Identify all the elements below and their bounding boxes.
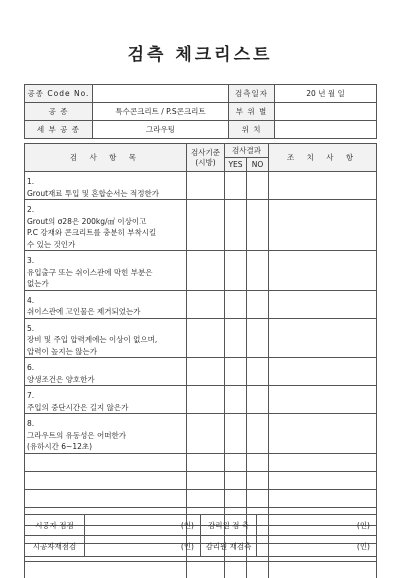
supervisor-check-seal[interactable]: (인) xyxy=(257,515,377,536)
action-cell[interactable] xyxy=(269,200,377,251)
yes-header: YES xyxy=(225,158,247,172)
sub-work-type-field[interactable]: 그라우팅 xyxy=(93,121,229,139)
action-cell[interactable] xyxy=(269,172,377,200)
yes-cell[interactable] xyxy=(225,358,247,386)
table-row xyxy=(25,172,377,200)
table-row xyxy=(25,561,377,578)
criteria-cell[interactable] xyxy=(187,386,225,414)
table-row xyxy=(25,489,377,507)
work-type-label: 공 종 xyxy=(25,103,93,121)
yes-cell[interactable] xyxy=(225,251,247,291)
no-header: NO xyxy=(247,158,269,172)
criteria-cell[interactable] xyxy=(187,251,225,291)
sub-work-type-label: 세 부 공 종 xyxy=(25,121,93,139)
action-header: 조 치 사 항 xyxy=(269,144,377,172)
criteria-cell[interactable] xyxy=(187,318,225,358)
no-cell[interactable] xyxy=(247,386,269,414)
yes-cell[interactable] xyxy=(225,318,247,358)
no-cell[interactable] xyxy=(247,290,269,318)
check-item: 6.양생조건은 양호한가 xyxy=(25,358,187,386)
page-title: 검측 체크리스트 xyxy=(127,45,273,65)
criteria-cell[interactable] xyxy=(187,414,225,454)
check-item: 2.Grout의 σ28은 200kg/㎠ 이상이고 P.C 강재와 콘크리트를 충분히 부착시킬 수 있는 것인가 xyxy=(25,200,187,251)
table-row xyxy=(25,200,377,251)
check-item: 4.쉬이스관에 고인물은 제거되었는가 xyxy=(25,290,187,318)
location-field[interactable] xyxy=(275,121,377,139)
action-cell[interactable] xyxy=(269,290,377,318)
inspection-date-field[interactable]: 20 년 월 일 xyxy=(275,85,377,103)
action-cell[interactable] xyxy=(269,386,377,414)
table-row xyxy=(25,386,377,414)
table-row xyxy=(25,251,377,291)
location-label: 위 치 xyxy=(229,121,275,139)
no-cell[interactable] xyxy=(247,358,269,386)
work-type-field[interactable]: 특수콘크리트 / P.S콘크리트 xyxy=(93,103,229,121)
yes-cell[interactable] xyxy=(225,200,247,251)
criteria-cell[interactable] xyxy=(187,200,225,251)
table-row xyxy=(25,290,377,318)
no-cell[interactable] xyxy=(247,172,269,200)
header-table xyxy=(24,84,377,139)
action-cell[interactable] xyxy=(269,251,377,291)
check-item: 3.유입출구 또는 쉬이스관에 막힌 부분은 없는가 xyxy=(25,251,187,291)
no-cell[interactable] xyxy=(247,318,269,358)
no-cell[interactable] xyxy=(247,200,269,251)
contractor-check-seal[interactable]: (인) xyxy=(85,515,201,536)
check-item: 7.주입의 중단시간은 길지 않은가 xyxy=(25,386,187,414)
part-label: 부 위 별 xyxy=(229,103,275,121)
supervisor-recheck-seal[interactable]: (인) xyxy=(257,536,377,557)
check-item: 1.Grout재료 투입 및 혼합순서는 적정한가 xyxy=(25,172,187,200)
table-row xyxy=(25,471,377,489)
table-row xyxy=(25,414,377,454)
result-header: 검사결과 xyxy=(225,144,269,158)
criteria-cell[interactable] xyxy=(187,290,225,318)
table-row xyxy=(25,358,377,386)
yes-cell[interactable] xyxy=(225,172,247,200)
no-cell[interactable] xyxy=(247,414,269,454)
yes-cell[interactable] xyxy=(225,290,247,318)
items-header: 검 사 항 목 xyxy=(25,144,187,172)
criteria-cell[interactable] xyxy=(187,358,225,386)
check-item: 5.장비 및 주입 압력계에는 이상이 없으며, 압력이 높지는 않는가 xyxy=(25,318,187,358)
action-cell[interactable] xyxy=(269,358,377,386)
no-cell[interactable] xyxy=(247,251,269,291)
action-cell[interactable] xyxy=(269,414,377,454)
yes-cell[interactable] xyxy=(225,414,247,454)
work-type-code-field[interactable] xyxy=(93,85,229,103)
check-item: 8.그라우트의 유동성은 어떠한가 (유하시간 6~12초) xyxy=(25,414,187,454)
contractor-recheck-label: 시공자재점검 xyxy=(25,536,85,557)
contractor-recheck-seal[interactable]: (인) xyxy=(85,536,201,557)
yes-cell[interactable] xyxy=(225,386,247,414)
supervisor-check-label: 감리원 검 측 xyxy=(201,515,257,536)
supervisor-recheck-label: 감리원 재검측 xyxy=(201,536,257,557)
part-field[interactable] xyxy=(275,103,377,121)
work-type-code-label: 공종 Code No. xyxy=(25,85,93,103)
signature-table xyxy=(24,514,377,557)
contractor-check-label: 시공자 점검 xyxy=(25,515,85,536)
criteria-header: 검사기준 (시방) xyxy=(187,144,225,172)
checklist-table xyxy=(24,143,377,578)
action-cell[interactable] xyxy=(269,318,377,358)
table-row xyxy=(25,453,377,471)
table-row xyxy=(25,318,377,358)
inspection-date-label: 검측일자 xyxy=(229,85,275,103)
criteria-cell[interactable] xyxy=(187,172,225,200)
